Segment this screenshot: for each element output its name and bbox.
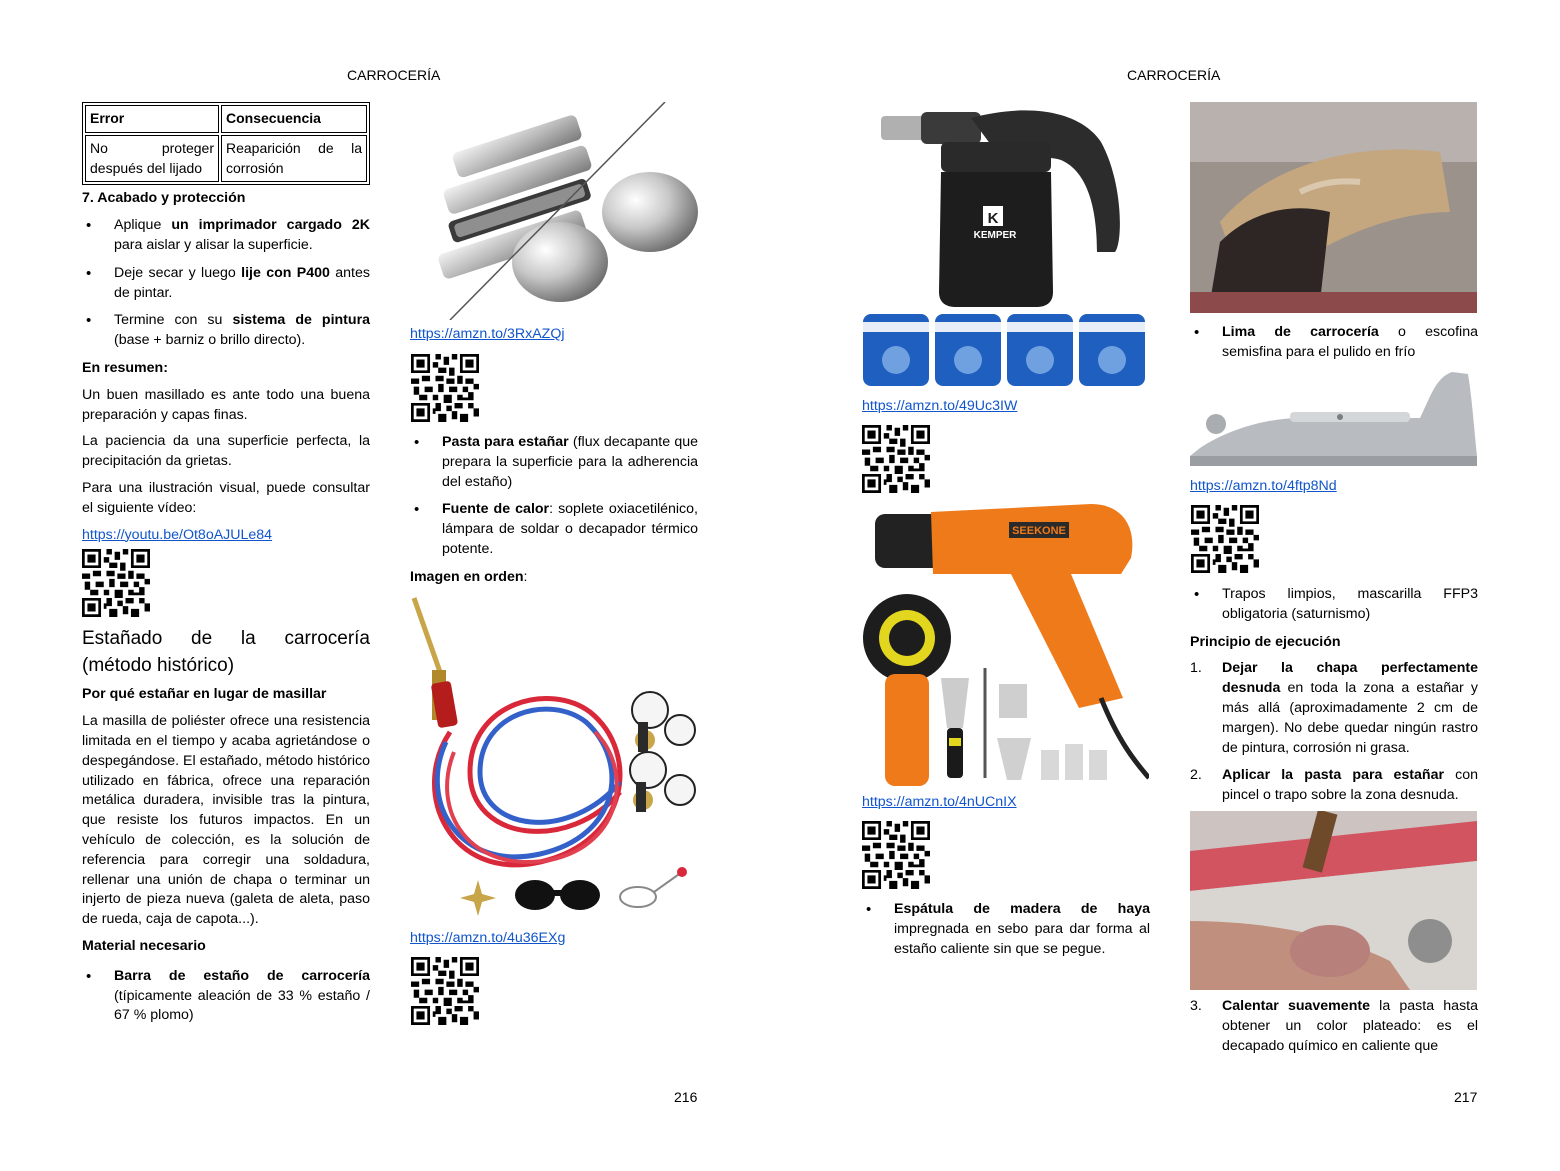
list-item: • Fuente de calor: soplete oxiacetilénico, lámpara de soldar o decapador térmico potente. xyxy=(410,500,698,559)
why-paragraph: La masilla de poliéster ofrece una resistencia limitada en el tiempo y acaba agrietándose o despegándose. El estañado, método histórico utilizado en fábrica, ofrece una reparación metálica duradera, invisible tras la pintura, que resiste los futuros impactos. En un vehículo de colección, es la solución de referencia para corregir una soldadura, rellenar una unión de chapa o terminar un injerto de pieza nueva (galeta de aleta, paso de rueda, caja de capota...). xyxy=(82,713,370,928)
summary-paragraph: La paciencia da una superficie perfecta, la precipitación da grietas. xyxy=(82,433,370,470)
torch-brand: KEMPER xyxy=(973,230,1017,241)
right-second-column-text xyxy=(1190,585,1478,814)
heatgun-brand: SEEKONE xyxy=(1012,525,1066,537)
left-second-column: • Pasta para estañar (flux decapante que prepara la superficie para la adherencia del estaño) • Fuente de calor: soplete oxiacetilénico, lámpara de soldar o decapador térmico potente. Imagen en orden: xyxy=(410,433,698,595)
list-item: 1. Dejar la chapa perfectamente desnuda en toda la zona a estañar y más allá (aproximadamente 2 cm de margen). No debe quedar ningún rastro de pintura, corrosión ni grasa. xyxy=(1190,660,1478,756)
amazon-link[interactable]: https://amzn.to/3RxAZQj xyxy=(410,326,565,342)
summary-paragraph: Para una ilustración visual, puede consultar el siguiente vídeo: xyxy=(82,479,370,516)
left-text-column xyxy=(82,102,370,1034)
amazon-link[interactable]: https://amzn.to/4ftp8Nd xyxy=(1190,478,1337,494)
section7-title: 7. Acabado y protección xyxy=(82,190,246,207)
qr-code-icon xyxy=(82,549,150,617)
svg-text:K: K xyxy=(987,210,999,227)
page-header-right: CARROCERÍA xyxy=(1127,67,1221,83)
oxyacetylene-kit-image xyxy=(410,592,698,922)
list-item: • Lima de carrocería o escofina semisfina para el pulido en frío xyxy=(1190,323,1478,363)
list-item: • Barra de estaño de carrocería (típicamente aleación de 33 % estaño / 67 % plomo) xyxy=(82,967,370,1026)
table-cell-consequence: Reaparición de la corrosión xyxy=(221,135,367,183)
error-table xyxy=(82,102,370,185)
list-item: • Aplique un imprimador cargado 2K para aislar y alisar la superficie. xyxy=(82,216,370,256)
material-title: Material necesario xyxy=(82,937,206,954)
list-item: • Pasta para estañar (flux decapante que prepara la superficie para la adherencia del estaño) xyxy=(410,433,698,492)
why-title: Por qué estañar en lugar de masillar xyxy=(82,686,327,703)
section-heading: Estañado de la carrocería (método histórico) xyxy=(82,628,370,677)
tin-bars-image xyxy=(410,102,698,320)
amazon-link[interactable]: https://amzn.to/4u36EXg xyxy=(410,930,566,946)
summary-title: En resumen: xyxy=(82,359,168,376)
list-item: • Espátula de madera de haya impregnada en sebo para dar forma al estaño caliente sin que se pegue. xyxy=(862,900,1150,959)
list-item: 3. Calentar suavemente la pasta hasta obtener un color plateado: es el decapado químico en caliente que xyxy=(1190,998,1479,1054)
list-item: 2. Aplicar la pasta para estañar con pincel o trapo sobre la zona desnuda. xyxy=(1190,767,1478,804)
qr-code-icon xyxy=(862,821,930,889)
principle-title: Principio de ejecución xyxy=(1190,633,1341,650)
torch-and-gas-cartridges-image xyxy=(861,102,1149,390)
heat-gun-image xyxy=(861,498,1149,786)
right-first-column-text xyxy=(862,900,1150,967)
list-item: • Termine con su sistema de pintura (base + barniz o brillo directo). xyxy=(82,311,370,351)
table-header-error: Error xyxy=(85,105,219,133)
list-item: • Trapos limpios, mascarilla FFP3 obligatoria (saturnismo) xyxy=(1190,585,1478,625)
body-file-tool-image xyxy=(1190,368,1477,468)
qr-code-icon xyxy=(1191,505,1259,573)
page-number-right: 217 xyxy=(1454,1089,1478,1105)
image-order-label: Imagen en orden xyxy=(410,568,524,585)
qr-code-icon xyxy=(862,425,930,493)
summary-paragraph: Un buen masillado es ante todo una buena preparación y capas finas. xyxy=(82,386,370,423)
table-cell-error: No proteger después del lijado xyxy=(85,135,219,183)
qr-code-icon xyxy=(411,354,479,422)
amazon-link[interactable]: https://amzn.to/4nUCnIX xyxy=(862,794,1017,810)
list-item: • Deje secar y luego lije con P400 antes de pintar. xyxy=(82,264,370,304)
right-second-column-top xyxy=(1190,323,1478,371)
page-number-left: 216 xyxy=(674,1089,698,1105)
table-header-consequence: Consecuencia xyxy=(221,105,367,133)
applying-paste-photo xyxy=(1190,811,1477,990)
right-second-column-bottom xyxy=(1190,997,1478,1064)
file-on-panel-photo xyxy=(1190,102,1477,313)
page-header-left: CARROCERÍA xyxy=(347,67,441,83)
amazon-link[interactable]: https://amzn.to/49Uc3IW xyxy=(862,398,1018,414)
video-link[interactable]: https://youtu.be/Ot8oAJULe84 xyxy=(82,526,273,543)
qr-code-icon xyxy=(411,957,479,1025)
